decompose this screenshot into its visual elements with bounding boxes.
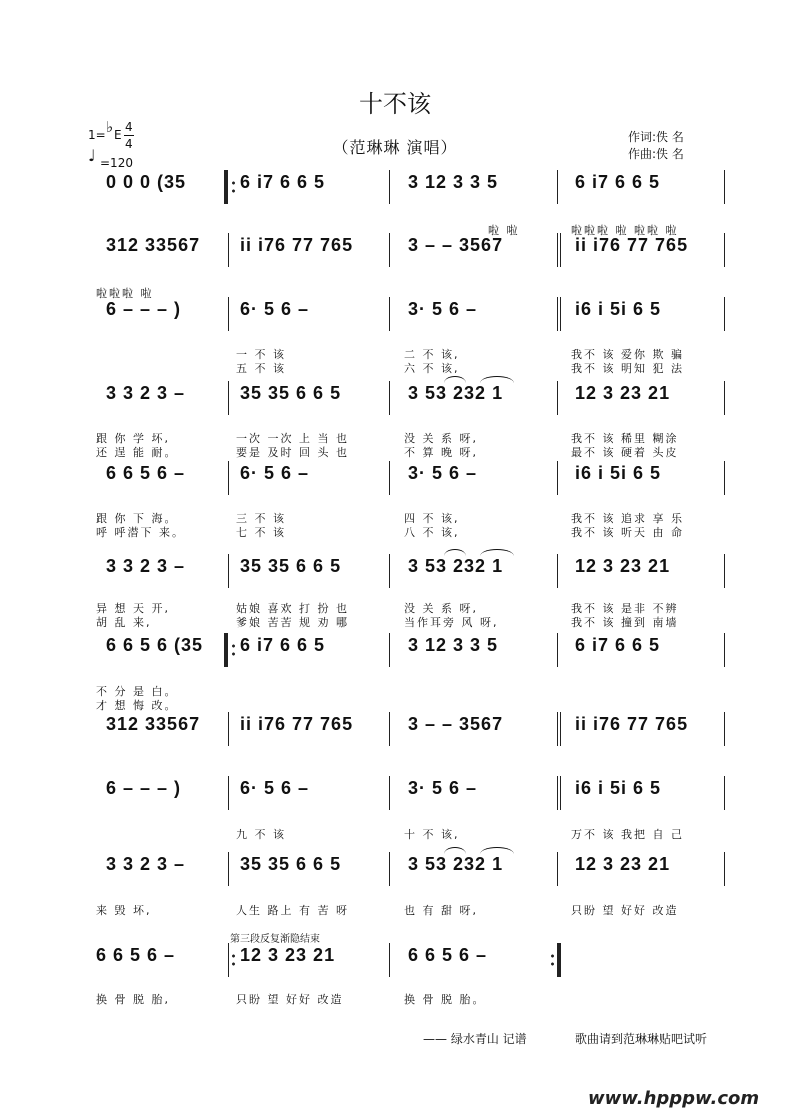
measure-notes: ii i76 77 765 <box>575 714 689 734</box>
barline <box>557 852 558 886</box>
lyric-line: 一 不 该 <box>236 348 286 361</box>
barline <box>228 712 229 746</box>
repeat-dots <box>232 180 235 194</box>
barline <box>557 712 558 746</box>
watermark: www.hpppw.com <box>588 1088 760 1109</box>
lyric-line: 异 想 天 开, <box>96 602 170 615</box>
barline <box>228 554 229 588</box>
measure-notes: 6· 5 6 – <box>240 299 310 319</box>
repeat-dots <box>232 953 235 967</box>
barline <box>228 381 229 415</box>
slur <box>480 847 514 854</box>
measure-notes: 3 3 2 3 – <box>106 854 186 874</box>
measure-notes: 3· 5 6 – <box>408 463 478 483</box>
measure-notes: 12 3 23 21 <box>240 945 336 965</box>
barline <box>724 852 725 886</box>
lyric-line: 我不 该 明知 犯 法 <box>571 362 684 375</box>
lyric-line: 一次 一次 上 当 也 <box>236 432 349 445</box>
measure-notes: 3 53 232 1 <box>408 854 504 874</box>
lyric-line: 九 不 该 <box>236 828 286 841</box>
barline <box>389 554 390 588</box>
lyric-line: 啦 啦 <box>488 224 520 237</box>
barline <box>724 233 725 267</box>
lyric-line: 换 骨 脱 胎。 <box>404 993 486 1006</box>
lyric-line: 才 想 悔 改。 <box>96 699 178 712</box>
measure-notes: 3 – – 3567 <box>408 235 504 255</box>
slur <box>444 376 466 383</box>
barline <box>228 233 229 267</box>
lyric-line: 万不 该 我把 自 己 <box>571 828 684 841</box>
barline <box>724 554 725 588</box>
lyric-line: 我不 该 是非 不辨 <box>571 602 679 615</box>
lyric-line: 七 不 该 <box>236 526 286 539</box>
repeat-annotation: 第三段反复渐隐结束 <box>230 934 320 945</box>
lyric-line: 换 骨 脱 胎, <box>96 993 170 1006</box>
measure-notes: 6 i7 6 6 5 <box>575 635 661 655</box>
lyric-line: 胡 乱 来, <box>96 616 152 629</box>
lyric-line: 跟 你 下 海。 <box>96 512 178 525</box>
barline <box>389 776 390 810</box>
measure-notes: 6 – – – ) <box>106 299 182 319</box>
measure-notes: 3 12 3 3 5 <box>408 172 499 192</box>
barline <box>557 297 558 331</box>
lyric-line: 啦啦啦 啦 啦啦 啦 <box>571 224 679 237</box>
barline <box>228 776 229 810</box>
barline <box>389 943 390 977</box>
lyric-line: 没 关 系 呀, <box>404 432 478 445</box>
lyric-line: 四 不 该, <box>404 512 460 525</box>
slur <box>480 376 514 383</box>
barline <box>389 633 390 667</box>
measure-notes: 3 – – 3567 <box>408 714 504 734</box>
barline <box>724 170 725 204</box>
measure-notes: 3 53 232 1 <box>408 383 504 403</box>
lyric-line: 爹娘 苦苦 规 劝 哪 <box>236 616 349 629</box>
barline <box>560 712 561 746</box>
measure-notes: 6 i7 6 6 5 <box>240 172 326 192</box>
measure-notes: 6 6 5 6 – <box>96 945 176 965</box>
lyricist-credit: 作词:佚 名 <box>628 130 684 144</box>
measure-notes: 3 53 232 1 <box>408 556 504 576</box>
barline <box>724 776 725 810</box>
lyric-line: 我不 该 稀里 糊涂 <box>571 432 679 445</box>
barline <box>724 461 725 495</box>
measure-notes: i6 i 5i 6 5 <box>575 778 662 798</box>
barline <box>389 233 390 267</box>
lyric-line: 人生 路上 有 苦 呀 <box>236 904 349 917</box>
barline <box>557 381 558 415</box>
measure-notes: 3 3 2 3 – <box>106 383 186 403</box>
lyric-line: 只盼 望 好好 改造 <box>571 904 679 917</box>
repeat-dots <box>232 643 235 657</box>
measure-notes: 6· 5 6 – <box>240 778 310 798</box>
measure-notes: 12 3 23 21 <box>575 383 671 403</box>
measure-notes: 312 33567 <box>106 714 201 734</box>
lyric-line: 当作耳旁 风 呀, <box>404 616 499 629</box>
slur <box>444 847 466 854</box>
measure-notes: 12 3 23 21 <box>575 854 671 874</box>
lyric-line: 呼 呼潜下 来。 <box>96 526 185 539</box>
measure-notes: 3· 5 6 – <box>408 299 478 319</box>
barline <box>724 381 725 415</box>
lyric-line: 没 关 系 呀, <box>404 602 478 615</box>
measure-notes: ii i76 77 765 <box>240 235 354 255</box>
lyric-line: 我不 该 撞到 南墙 <box>571 616 679 629</box>
barline <box>560 297 561 331</box>
slur <box>480 549 514 556</box>
lyric-line: 六 不 该, <box>404 362 460 375</box>
barline <box>557 233 558 267</box>
barline <box>557 554 558 588</box>
barline <box>724 633 725 667</box>
barline <box>560 776 561 810</box>
measure-notes: 6 6 5 6 – <box>106 463 186 483</box>
barline <box>228 943 229 977</box>
lyric-line: 我不 该 追求 享 乐 <box>571 512 684 525</box>
measure-notes: 6 6 5 6 (35 <box>106 635 204 655</box>
lyric-line: 不 算 晚 呀, <box>404 446 478 459</box>
repeat-dots <box>551 953 554 967</box>
barline <box>560 233 561 267</box>
listen-note: 歌曲请到范琳琳贴吧试听 <box>575 1032 708 1046</box>
barline <box>228 852 229 886</box>
composer-credit: 作曲:佚 名 <box>628 147 684 161</box>
lyric-line: 姑娘 喜欢 打 扮 也 <box>236 602 349 615</box>
lyric-line: 我不 该 听天 由 命 <box>571 526 684 539</box>
measure-notes: 35 35 6 6 5 <box>240 556 342 576</box>
lyric-line: 不 分 是 白。 <box>96 685 178 698</box>
lyric-line: 最不 该 硬着 头皮 <box>571 446 679 459</box>
barline <box>389 297 390 331</box>
barline <box>557 776 558 810</box>
barline <box>557 170 558 204</box>
lyric-line: 来 毁 坏, <box>96 904 152 917</box>
measure-notes: 6 – – – ) <box>106 778 182 798</box>
song-title: 十不该 <box>359 90 431 118</box>
barline <box>557 633 558 667</box>
lyric-line: 十 不 该, <box>404 828 460 841</box>
measure-notes: 35 35 6 6 5 <box>240 383 342 403</box>
measure-notes: 6 6 5 6 – <box>408 945 488 965</box>
barline <box>557 461 558 495</box>
barline <box>724 712 725 746</box>
barline <box>389 852 390 886</box>
measure-notes: 3 12 3 3 5 <box>408 635 499 655</box>
lyric-line: 只盼 望 好好 改造 <box>236 993 344 1006</box>
barline <box>724 297 725 331</box>
measure-notes: 12 3 23 21 <box>575 556 671 576</box>
recorder-credit: —— 绿水青山 记谱 <box>423 1032 527 1046</box>
measure-notes: 3 3 2 3 – <box>106 556 186 576</box>
lyric-line: 要是 及时 回 头 也 <box>236 446 349 459</box>
barline <box>389 381 390 415</box>
barline <box>389 461 390 495</box>
repeat-start-barline <box>224 170 228 204</box>
lyric-line: 啦啦啦 啦 <box>96 287 154 300</box>
lyric-line: 我不 该 爱你 欺 骗 <box>571 348 684 361</box>
barline <box>228 461 229 495</box>
lyric-line: 二 不 该, <box>404 348 460 361</box>
measure-notes: i6 i 5i 6 5 <box>575 299 662 319</box>
barline <box>228 297 229 331</box>
performer-credit: （范琳琳 演唱） <box>332 138 458 157</box>
measure-notes: 312 33567 <box>106 235 201 255</box>
slur <box>444 549 466 556</box>
measure-notes: ii i76 77 765 <box>575 235 689 255</box>
barline <box>389 712 390 746</box>
lyric-line: 跟 你 学 坏, <box>96 432 170 445</box>
repeat-start-barline <box>224 633 228 667</box>
lyric-line: 也 有 甜 呀, <box>404 904 478 917</box>
quarter-note-icon: ♩ <box>88 146 96 165</box>
measure-notes: 6· 5 6 – <box>240 463 310 483</box>
measure-notes: 0 0 0 (35 <box>106 172 187 192</box>
lyric-line: 五 不 该 <box>236 362 286 375</box>
lyric-line: 三 不 该 <box>236 512 286 525</box>
measure-notes: 6 i7 6 6 5 <box>575 172 661 192</box>
lyric-line: 还 逞 能 耐。 <box>96 446 178 459</box>
lyric-line: 八 不 该, <box>404 526 460 539</box>
measure-notes: ii i76 77 765 <box>240 714 354 734</box>
repeat-end-barline <box>557 943 561 977</box>
measure-notes: i6 i 5i 6 5 <box>575 463 662 483</box>
measure-notes: 35 35 6 6 5 <box>240 854 342 874</box>
measure-notes: 3· 5 6 – <box>408 778 478 798</box>
measure-notes: 6 i7 6 6 5 <box>240 635 326 655</box>
barline <box>389 170 390 204</box>
